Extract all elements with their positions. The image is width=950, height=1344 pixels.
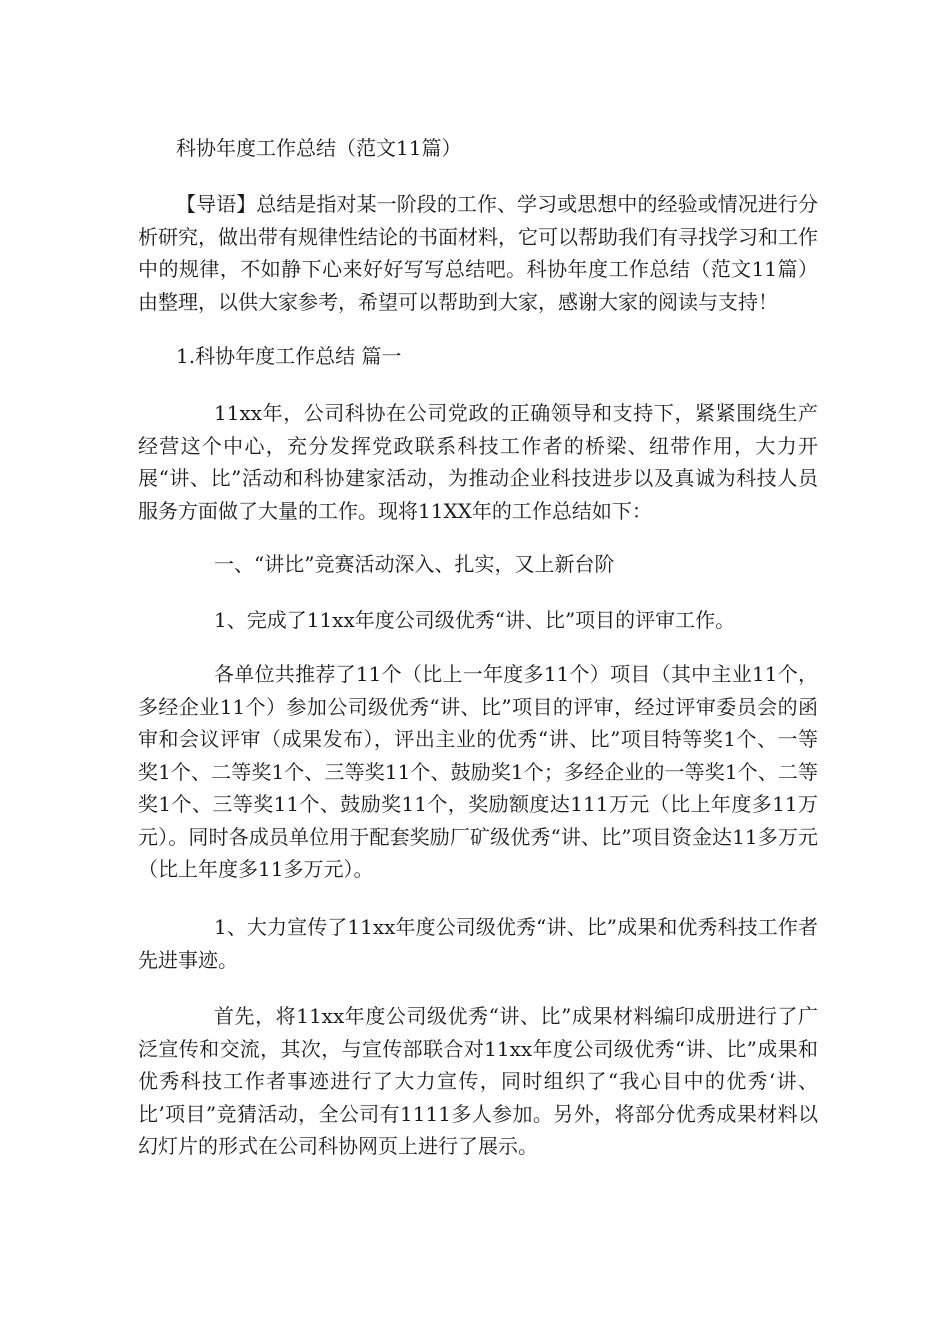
section-title: 1.科协年度工作总结 篇一 xyxy=(176,344,402,368)
list-item-2: 1、大力宣传了11xx年度公司级优秀“讲、比”成果和优秀科技工作者先进事迹。 xyxy=(138,915,818,972)
intro-paragraph: 【导语】总结是指对某一阶段的工作、学习或思想中的经验或情况进行分析研究，做出带有规律性结论的书面材料，它可以帮助我们有寻找学习和工作中的规律，不如静下心来好好写写总结吧。科协年度工作总结（范文11篇）由整理，以供大家参考，希望可以帮助到大家，感谢大家的阅读与支持！ xyxy=(138,192,818,314)
body-paragraph-1: 11xx年，公司科协在公司党政的正确领导和支持下，紧紧围绕生产经营这个中心，充分发挥党政联系科技工作者的桥梁、纽带作用，大力开展“讲、比”活动和科协建家活动，为推动企业科技进步以及真诚为科技人员服务方面做了大量的工作。现将11XX年的工作总结如下： xyxy=(138,401,818,523)
body-paragraph-3: 首先，将11xx年度公司级优秀“讲、比”成果材料编印成册进行了广泛宣传和交流，其次，与宣传部联合对11xx年度公司级优秀“讲、比”成果和优秀科技工作者事迹进行了大力宣传，同时组织了“我心目中的优秀‘讲、比’项目”竞猜活动，全公司有1111多人参加。另外，将部分优秀成果材料以幻灯片的形式在公司科协网页上进行了展示。 xyxy=(138,1004,818,1158)
document-title: 科协年度工作总结（范文11篇） xyxy=(176,136,462,160)
body-paragraph-2: 各单位共推荐了11个（比上一年度多11个）项目（其中主业11个，多经企业11个）参加公司级优秀“讲、比”项目的评审，经过评审委员会的函审和会议评审（成果发布），评出主业的优秀“讲、比”项目特等奖1个、一等奖1个、二等奖1个、三等奖11个、鼓励奖1个；多经企业的一等奖1个、二等奖1个、三等奖11个、鼓励奖11个，奖励额度达111万元（比上年度多11万元）。同时各成员单位用于配套奖励厂矿级优秀“讲、比”项目资金达11多万元（比上年度多11多万元）。 xyxy=(138,662,818,881)
subheading-1: 一、“讲比”竞赛活动深入、扎实，又上新台阶 xyxy=(214,552,615,576)
list-item-1: 1、完成了11xx年度公司级优秀“讲、比”项目的评审工作。 xyxy=(214,608,736,632)
